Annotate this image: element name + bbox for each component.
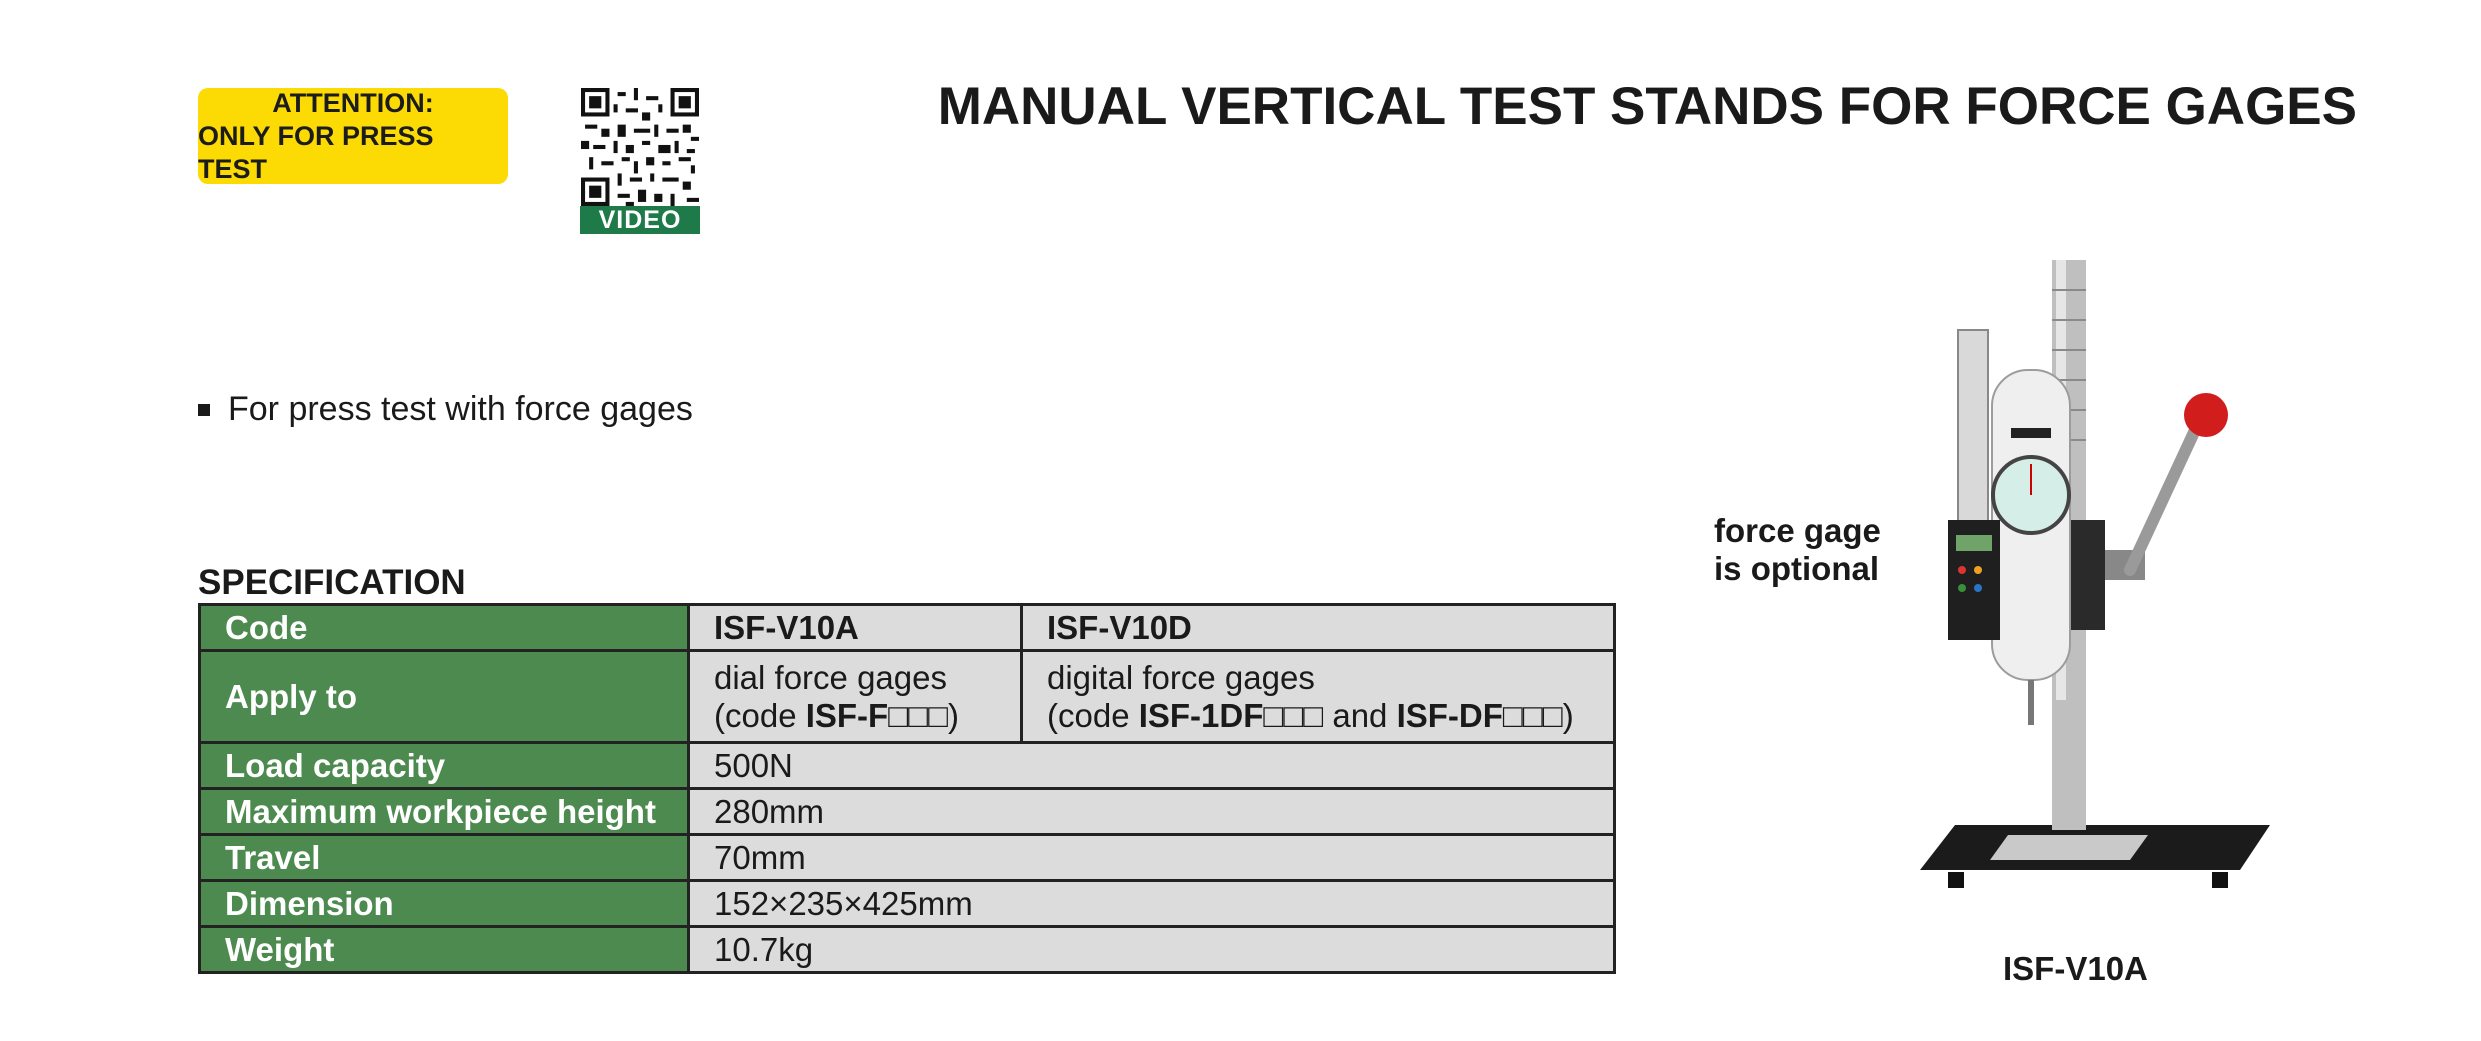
row-label: Travel — [200, 835, 689, 881]
bullet-icon — [198, 404, 210, 416]
row-value: 70mm — [689, 835, 1615, 881]
table-row — [200, 881, 1615, 927]
row-label: Dimension — [200, 881, 689, 927]
row-label: Weight — [200, 927, 689, 973]
row-value: 152×235×425mm — [689, 881, 1615, 927]
table-row — [200, 605, 1615, 651]
code-joiner: and — [1323, 696, 1397, 734]
apply-code-line — [1047, 697, 1589, 735]
feature-text: For press test with force gages — [228, 390, 693, 428]
test-stand-image — [1900, 250, 2280, 930]
code-suffix: ) — [948, 696, 959, 734]
product-model-caption: ISF-V10A — [2003, 950, 2148, 987]
row-label: Load capacity — [200, 743, 689, 789]
caption-line: is optional — [1714, 550, 1879, 587]
attention-badge — [198, 88, 508, 184]
row-value: 280mm — [689, 789, 1615, 835]
row-label: Code — [200, 605, 689, 651]
apply-line: dial force gages — [714, 658, 947, 696]
table-row — [200, 743, 1615, 789]
specification-table — [198, 603, 1616, 974]
attention-line1: ATTENTION: — [272, 87, 434, 118]
table-row — [200, 789, 1615, 835]
apply-line: digital force gages — [1047, 658, 1315, 696]
model-code-d: ISF-V10D — [1022, 605, 1615, 651]
table-row — [200, 835, 1615, 881]
code-suffix: ) — [1562, 696, 1574, 734]
apply-cell-d — [1022, 651, 1615, 743]
table-row — [200, 927, 1615, 973]
code-value: ISF-F□□□ — [805, 696, 948, 734]
model-code-a: ISF-V10A — [689, 605, 1022, 651]
table-row — [200, 651, 1615, 743]
code-value: ISF-DF□□□ — [1396, 696, 1563, 734]
apply-cell-a — [689, 651, 1022, 743]
page-title: MANUAL VERTICAL TEST STANDS FOR FORCE GAGES — [937, 77, 2357, 136]
video-qr-code[interactable] — [580, 88, 700, 234]
code-prefix: (code — [1047, 696, 1139, 734]
feature-item — [198, 390, 693, 429]
row-value: 10.7kg — [689, 927, 1615, 973]
row-label: Maximum workpiece height — [200, 789, 689, 835]
optional-caption — [1714, 512, 1881, 588]
video-label: VIDEO — [580, 206, 700, 234]
code-prefix: (code — [714, 696, 806, 734]
attention-line2: ONLY FOR PRESS TEST — [198, 120, 434, 184]
specification-heading: SPECIFICATION — [198, 563, 466, 602]
caption-line: force gage — [1714, 512, 1881, 549]
row-label: Apply to — [200, 651, 689, 743]
apply-code-line — [714, 697, 996, 735]
code-value: ISF-1DF□□□ — [1138, 696, 1324, 734]
qr-code-icon — [580, 88, 700, 206]
row-value: 500N — [689, 743, 1615, 789]
